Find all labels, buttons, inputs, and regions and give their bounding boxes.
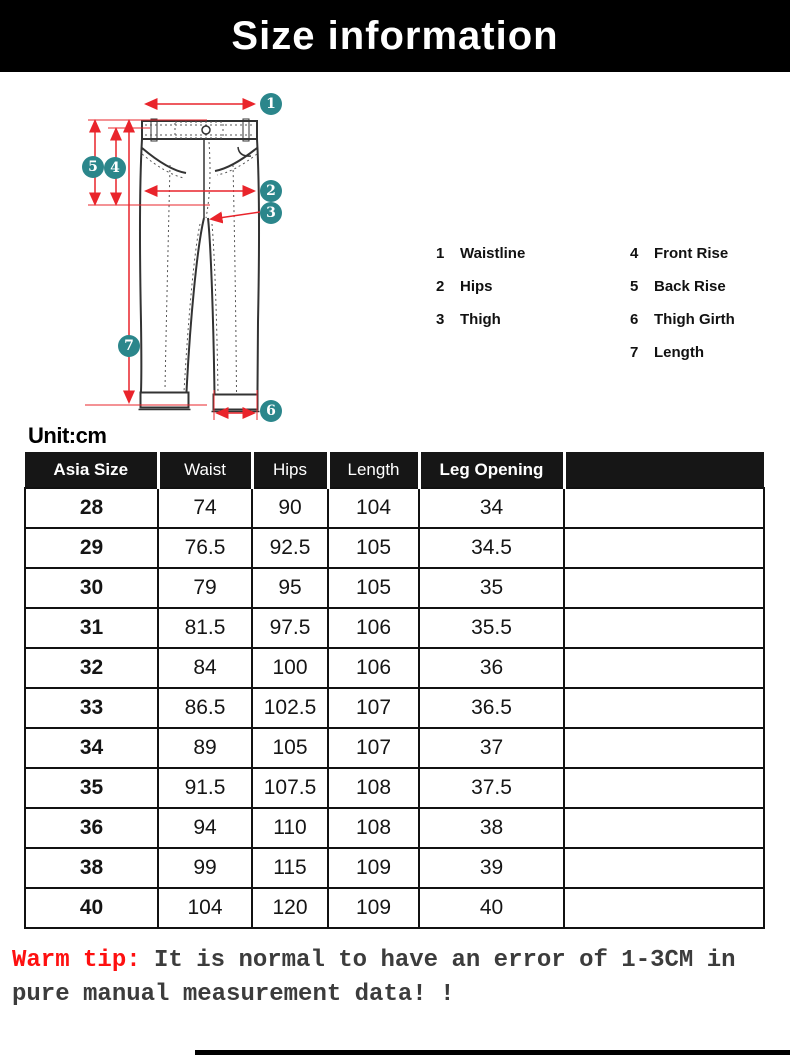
table-cell: 37	[419, 728, 564, 768]
legend-item-5	[630, 276, 735, 296]
header-cell-hips: Hips	[252, 452, 328, 488]
table-cell: 89	[158, 728, 252, 768]
table-row	[25, 608, 764, 648]
callout-circle-1: 1	[260, 93, 282, 115]
table-cell: 81.5	[158, 608, 252, 648]
table-cell: 35.5	[419, 608, 564, 648]
size-table-wrap	[24, 452, 765, 929]
table-cell: 107	[328, 688, 419, 728]
table-cell: 35	[419, 568, 564, 608]
table-cell: 34	[25, 728, 158, 768]
header-cell-length: Length	[328, 452, 419, 488]
table-cell: 120	[252, 888, 328, 928]
table-cell: 86.5	[158, 688, 252, 728]
legend-number: 1	[436, 244, 445, 262]
table-cell	[564, 528, 764, 568]
table-cell: 84	[158, 648, 252, 688]
table-row	[25, 688, 764, 728]
table-cell: 105	[252, 728, 328, 768]
table-cell	[564, 608, 764, 648]
table-cell: 109	[328, 888, 419, 928]
callout-circle-5: 5	[82, 156, 104, 178]
table-cell: 106	[328, 648, 419, 688]
table-row	[25, 768, 764, 808]
callout-circle-6: 6	[260, 400, 282, 422]
header-bar	[0, 0, 790, 72]
table-cell: 105	[328, 568, 419, 608]
table-cell: 99	[158, 848, 252, 888]
legend-item-7	[630, 342, 735, 362]
legend-number: 4	[630, 244, 639, 262]
footer-divider	[195, 1050, 790, 1055]
legend-item-4	[630, 243, 735, 263]
table-cell: 36.5	[419, 688, 564, 728]
table-cell: 102.5	[252, 688, 328, 728]
table-cell: 39	[419, 848, 564, 888]
callout-circle-7: 7	[118, 335, 140, 357]
table-cell: 34	[419, 488, 564, 528]
table-cell: 35	[25, 768, 158, 808]
table-cell: 36	[25, 808, 158, 848]
table-cell: 74	[158, 488, 252, 528]
header-cell-leg-opening: Leg Opening	[419, 452, 564, 488]
table-cell	[564, 728, 764, 768]
pants-stitching	[142, 122, 257, 394]
legend-number: 6	[630, 310, 639, 328]
legend-item-1	[436, 243, 525, 263]
table-cell: 40	[25, 888, 158, 928]
callout-circle-4: 4	[104, 157, 126, 179]
table-cell: 28	[25, 488, 158, 528]
table-cell: 38	[419, 808, 564, 848]
header-cell-waist: Waist	[158, 452, 252, 488]
table-row	[25, 848, 764, 888]
table-cell: 31	[25, 608, 158, 648]
table-cell: 104	[328, 488, 419, 528]
table-cell: 91.5	[158, 768, 252, 808]
table-row	[25, 488, 764, 528]
table-row	[25, 648, 764, 688]
table-header-row	[25, 452, 764, 488]
table-cell	[564, 848, 764, 888]
table-cell: 107.5	[252, 768, 328, 808]
table-cell: 90	[252, 488, 328, 528]
table-cell	[564, 808, 764, 848]
table-cell: 79	[158, 568, 252, 608]
table-cell: 108	[328, 808, 419, 848]
page-title: Size information	[231, 13, 559, 58]
table-cell: 34.5	[419, 528, 564, 568]
table-cell	[564, 488, 764, 528]
legend-label: Length	[654, 343, 704, 361]
table-cell	[564, 648, 764, 688]
table-row	[25, 888, 764, 928]
table-cell: 30	[25, 568, 158, 608]
table-cell: 29	[25, 528, 158, 568]
legend-number: 5	[630, 277, 639, 295]
legend-number: 3	[436, 310, 445, 328]
warm-tip-label: Warm tip:	[12, 947, 141, 974]
legend-label: Thigh	[460, 310, 501, 328]
table-cell: 104	[158, 888, 252, 928]
table-row	[25, 568, 764, 608]
header-cell-empty	[564, 452, 764, 488]
legend-label: Thigh Girth	[654, 310, 735, 328]
table-cell: 92.5	[252, 528, 328, 568]
table-cell: 105	[328, 528, 419, 568]
table-cell: 33	[25, 688, 158, 728]
table-cell: 97.5	[252, 608, 328, 648]
header-cell-asia-size: Asia Size	[25, 452, 158, 488]
legend-number: 2	[436, 277, 445, 295]
callout-circle-2: 2	[260, 180, 282, 202]
table-cell: 108	[328, 768, 419, 808]
table-row	[25, 808, 764, 848]
table-cell: 106	[328, 608, 419, 648]
warm-tip-text: It is normal to have an error of 1-3CM in pure manual measurement data! !	[12, 947, 736, 1008]
measure-lines	[85, 104, 260, 420]
table-cell	[564, 688, 764, 728]
legend-item-6	[630, 309, 735, 329]
warm-tip	[12, 944, 778, 1012]
legend-column-left	[436, 243, 525, 342]
table-cell: 40	[419, 888, 564, 928]
unit-label: Unit:cm	[28, 423, 107, 448]
table-cell: 110	[252, 808, 328, 848]
legend-label: Front Rise	[654, 244, 729, 262]
table-cell: 36	[419, 648, 564, 688]
table-cell: 37.5	[419, 768, 564, 808]
pants-outline	[139, 119, 260, 412]
legend-label: Waistline	[460, 244, 526, 262]
callout-circle-3: 3	[260, 202, 282, 224]
diagram-section	[0, 72, 790, 452]
table-cell: 76.5	[158, 528, 252, 568]
legend-item-2	[436, 276, 525, 296]
table-cell: 109	[328, 848, 419, 888]
size-table	[24, 452, 765, 929]
table-cell: 95	[252, 568, 328, 608]
table-row	[25, 528, 764, 568]
legend-item-3	[436, 309, 525, 329]
legend-number: 7	[630, 343, 639, 361]
table-cell: 32	[25, 648, 158, 688]
table-cell: 107	[328, 728, 419, 768]
legend-label: Back Rise	[654, 277, 726, 295]
table-cell: 115	[252, 848, 328, 888]
table-cell: 100	[252, 648, 328, 688]
legend-column-right	[630, 243, 735, 375]
legend-label: Hips	[460, 277, 493, 295]
table-cell	[564, 568, 764, 608]
table-row	[25, 728, 764, 768]
table-cell: 38	[25, 848, 158, 888]
table-cell	[564, 888, 764, 928]
table-cell: 94	[158, 808, 252, 848]
table-cell	[564, 768, 764, 808]
